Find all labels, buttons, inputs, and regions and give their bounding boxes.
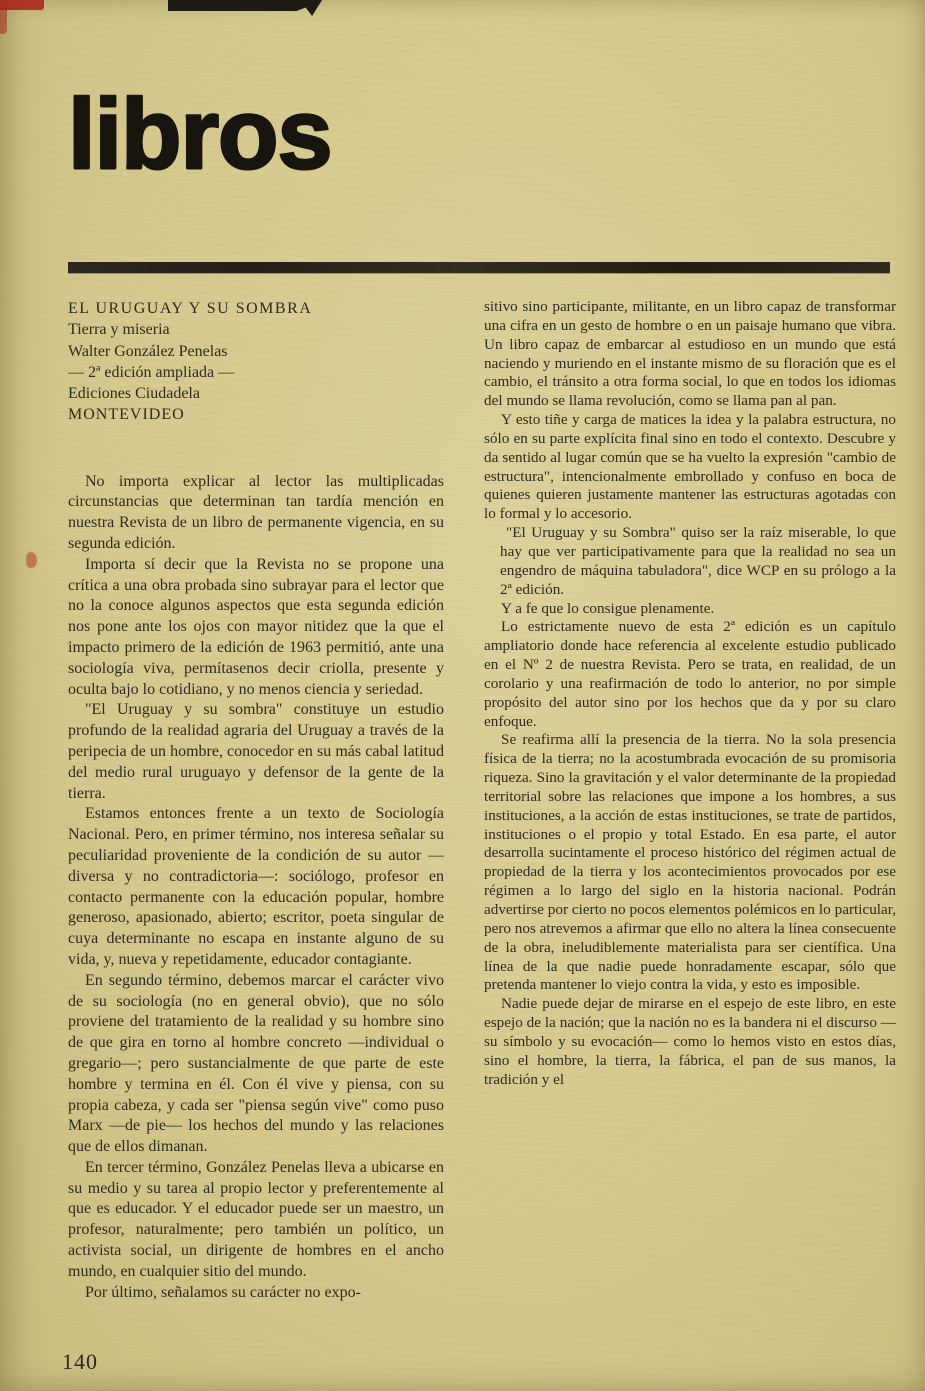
article-columns [68,298,896,1303]
paragraph: "El Uruguay y su Sombra" quiso ser la raíz miserable, lo que hay que ver participativamente para que la realidad no sea un engendro de máquina tabuladora", dice WCP en su prólogo a la 2ª edición. [500,524,896,598]
book-subtitle: Tierra y miseria [68,321,170,339]
divider-rule [68,262,890,273]
paragraph: En segundo término, debemos marcar el carácter vivo de su sociología (no en general obvio), que no sólo proviene del tratamiento de la realidad y su hombre sino de que gira en torno al hombre concreto —individual o gregario—; pero sustancialmente de que parte de este hombre y termina en él. Con él vive y piensa, con su propia cabeza, y cada ser "piensa según vive" como puso Marx —de pie— los hechos del mundo y las relaciones que de ellos dimanan. [68,971,444,1156]
paragraph: Importa sí decir que la Revista no se propone una crítica a una obra probada sino subrayar para el lector que no la conoce algunos aspectos que esta segunda edición nos pone ante los ojos con mayor nitidez que la que el impacto primero de la edición de 1963 permitió, ante una sociología viva, permítasenos decir criolla, presente y oculta bajo lo cotidiano, y no menos ciencia y seriedad. [68,555,444,698]
left-column [68,298,444,1303]
print-artifact-black-bar [168,0,314,11]
paragraph: "El Uruguay y su sombra" constituye un estudio profundo de la realidad agraria del Uruguay a través de la peripecia de un hombre, conocedor en su más cabal latitud del medio rural uruguayo y defensor de la gente de la tierra. [68,701,444,802]
paragraph: Lo estrictamente nuevo de esta 2ª edición es un capítulo ampliatorio donde hace referencia al excelente estudio publicado en el Nº 2 de nuestra Revista. Pero se trata, en realidad, de un corolario y una reafirmación de todo lo anterior, no por simple propósito del autor sino por los hechos que da y por su claro enfoque. [484,618,896,730]
page-number: 140 [62,1349,98,1374]
book-title: EL URUGUAY Y SU SOMBRA [68,300,313,317]
book-edition: — 2ª edición ampliada — [68,363,235,381]
book-publisher: Ediciones Ciudadela [68,385,200,403]
paragraph: Estamos entonces frente a un texto de Sociología Nacional. Pero, en primer término, nos interesa señalar su peculiaridad proveniente de la condición de su autor —diversa y no contradictoria—: sociólogo, profesor en contacto permanente con la educación popular, hombre generoso, apasionado, abierto; escritor, poeta singular de cuya determinante no escapa en instante alguno de su vida, y, nueva y repetidamente, educador contagiante. [68,805,444,968]
print-artifact-red-smudge [26,552,37,568]
paragraph: No importa explicar al lector las multiplicadas circunstancias que determinan tan tardía mención en nuestra Revista de un libro de permanente vigencia, en su segunda edición. [68,472,444,552]
paragraph: Por último, señalamos su carácter no expo- [85,1283,361,1301]
paragraph: En tercer término, González Penelas lleva a ubicarse en su medio y su tarea al propio lector y preferentemente al que es educador. Y el educador puede ser un maestro, un profesor, naturalmente; pero también un político, un activista social, un dirigente de hombres en el ancho mundo, en cualquier sitio del mundo. [68,1158,444,1280]
book-author: Walter González Penelas [68,342,228,360]
paragraph: Nadie puede dejar de mirarse en el espejo de este libro, en este espejo de la nación; que la nación no es la bandera ni el discurso —su símbolo y su evocación— como lo hemos visto en estos días, sino el hombre, la tierra, la fábrica, el pan de sus manos, la tradición y el [484,995,896,1088]
print-artifact-red-edge [0,8,7,34]
paragraph: Y a fe que lo consigue plenamente. [501,599,715,617]
right-column [484,298,896,1303]
paragraph: Se reafirma allí la presencia de la tierra. No la sola presencia física de la tierra; no la acostumbrada evocación de su promisoria riqueza. Sino la gravitación y el valor determinante de la propiedad territorial sobre las relaciones que impone a los hombres, a sus instituciones, a la acción de estas instituciones, se trate de partidos, instituciones o el propio y total Estado. En esa parte, el autor desarrolla sucintamente el proceso histórico del régimen actual de propiedad de la tierra y los acontecimientos provocados por ese régimen a lo largo del siglo en la historia nacional. Podrán advertirse por cierto no pocos elementos polémicos en lo particular, pero nos atrevemos a afirmar que ello no altera la línea consecuente de la obra, ineludiblemente materialista para ser científica. Una línea de la que nadie puede honradamente escapar, sólo que pretenda mantener lo viejo contra la vida, y esto es imposible. [484,731,896,994]
paragraph: Y esto tiñe y carga de matices la idea y la palabra estructura, no sólo en su parte explícita final sino en todo el contexto. Descubre y da sentido al lugar común que se ha vuelto la expresión "cambio de estructura", intencionalmente embrollado y confuso en boca de quienes quieren justamente mantener las estructuras agotadas con lo formal y lo accesorio. [484,411,896,523]
paragraph: sitivo sino participante, militante, en un libro capaz de transformar una cifra en un gesto de hombre o en un paisaje humano que vibra. Un libro capaz de embarcar al estudioso en un mundo que está naciendo y muriendo en el instante mismo de su floración que es el cambio, el tránsito a otra forma social, lo que en todos los idiomas del mundo se llama revolución, como se llama pan al pan. [484,298,896,410]
book-info-block [68,298,444,426]
book-city: MONTEVIDEO [68,406,185,424]
section-title: libros [68,78,332,189]
